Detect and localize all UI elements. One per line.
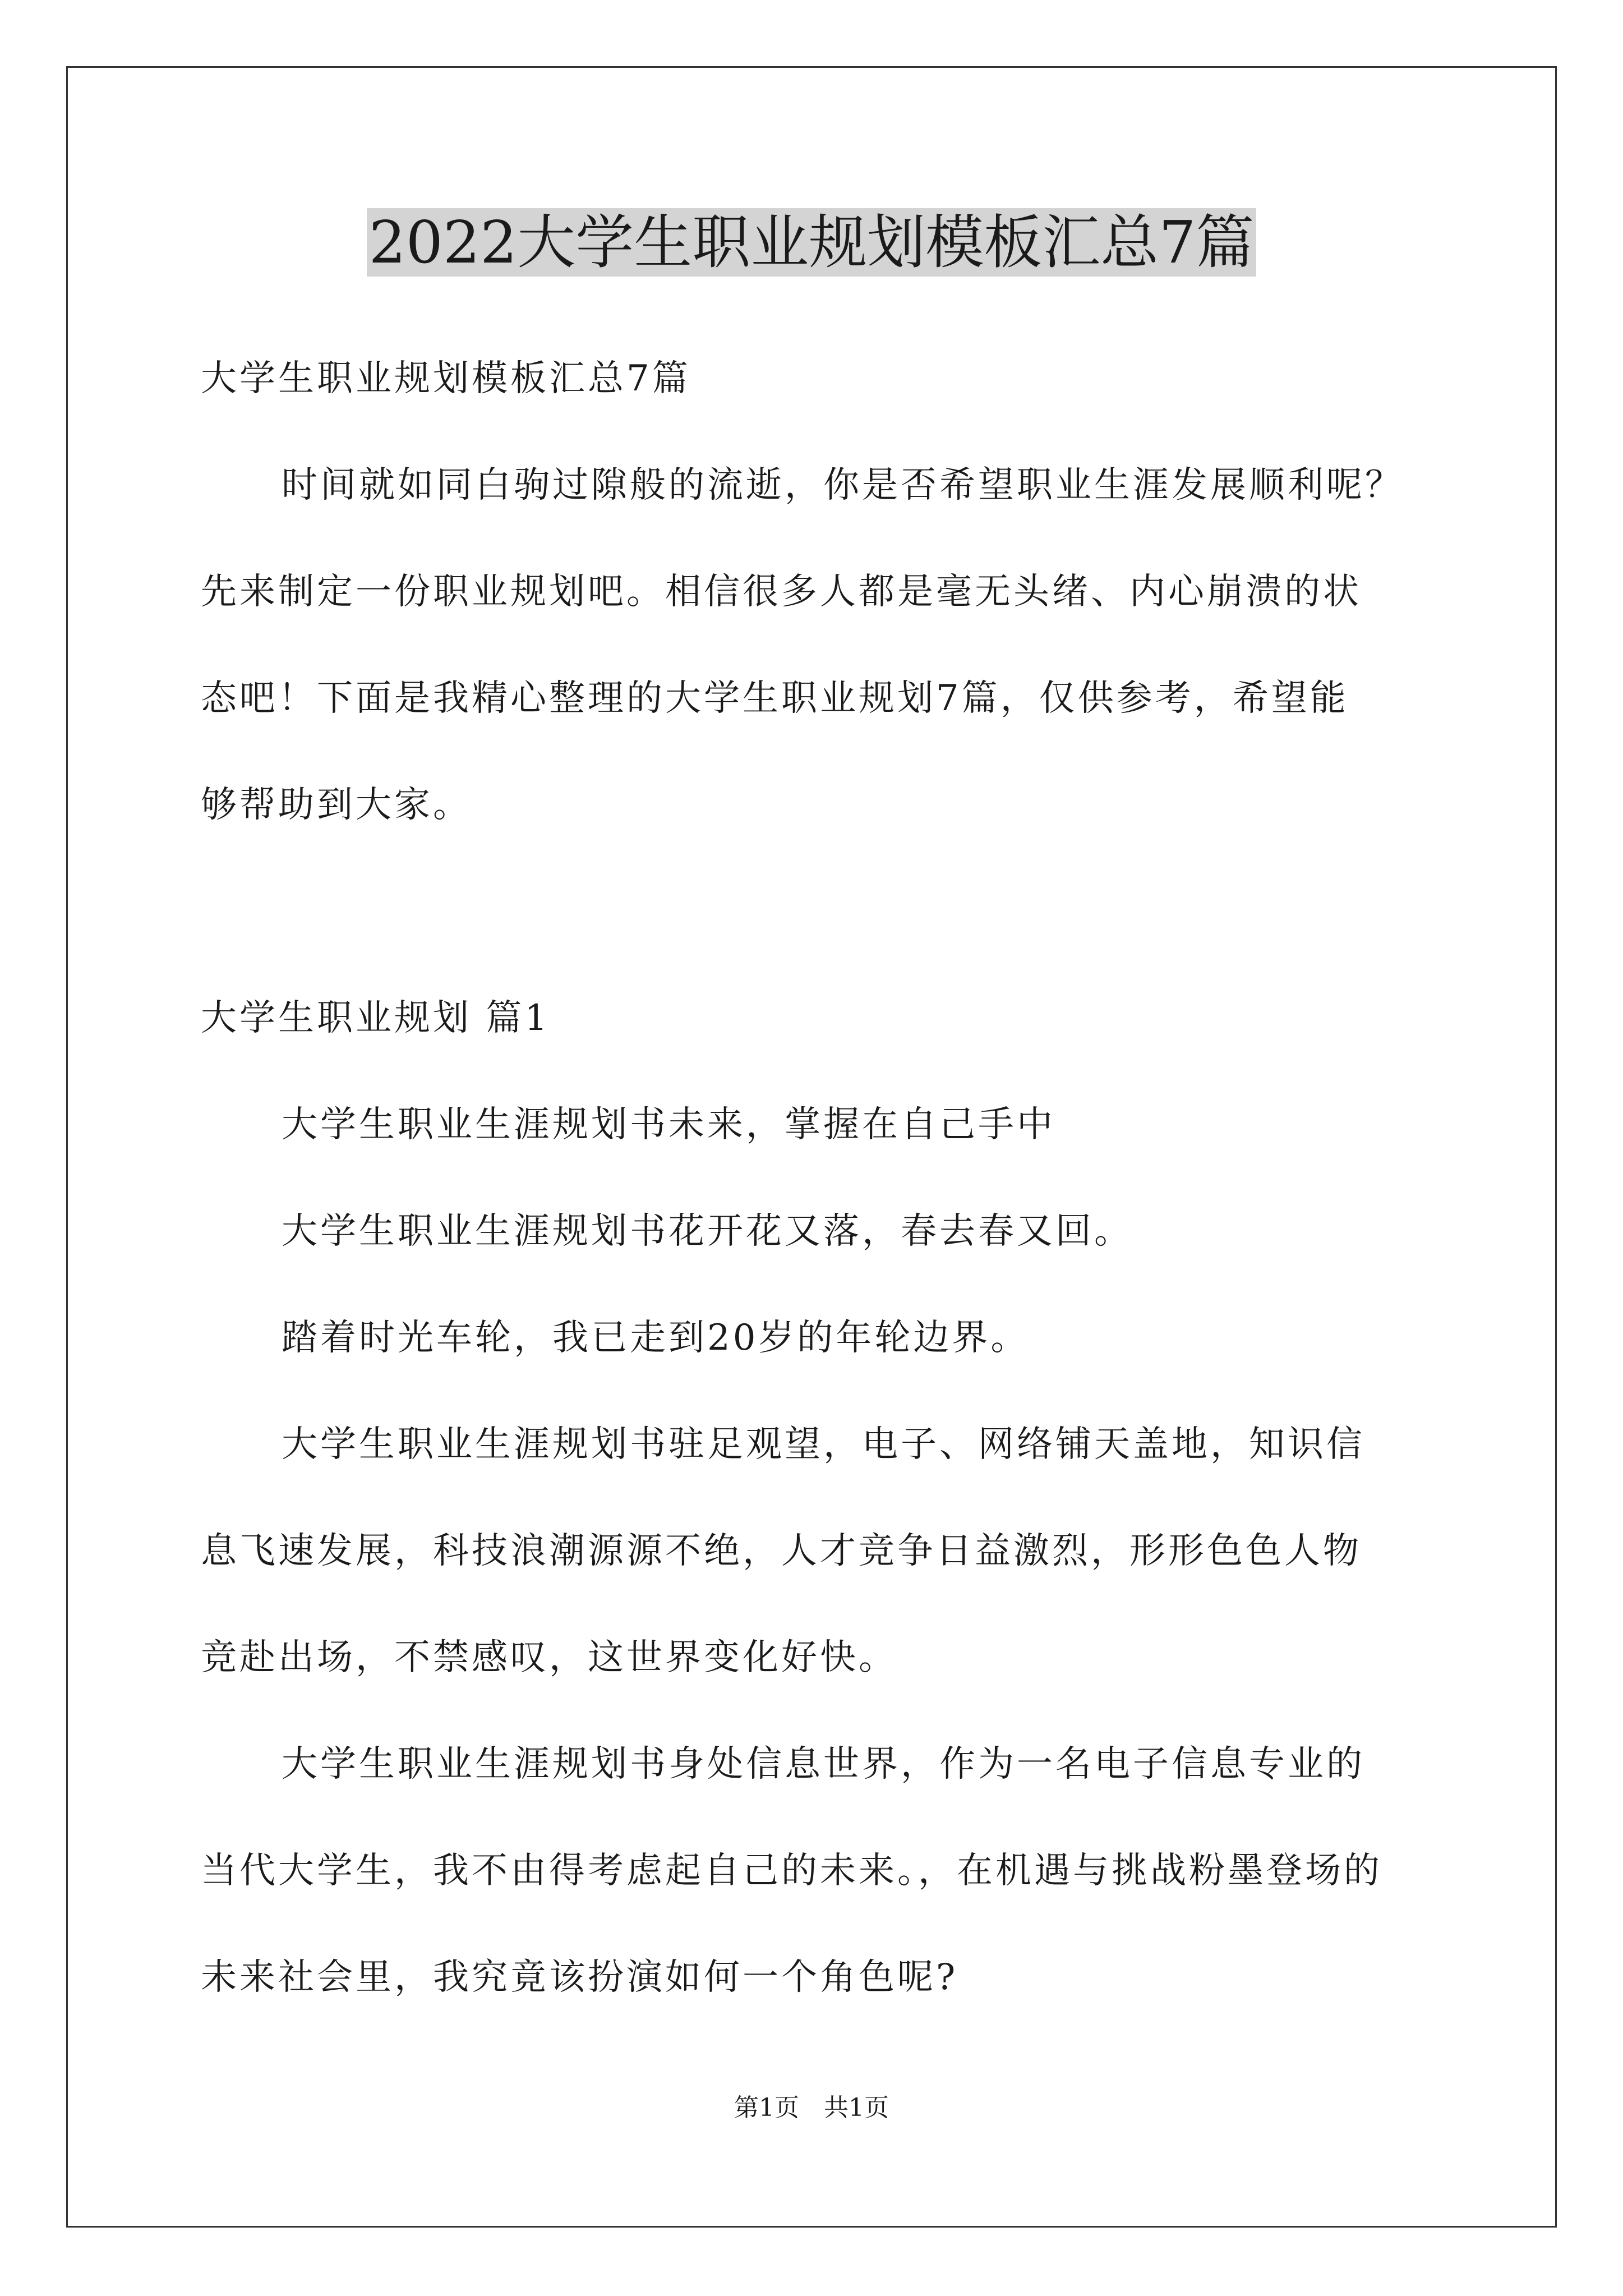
intro-line: 态吧！下面是我精心整理的大学生职业规划7篇，仅供参考，希望能 xyxy=(201,678,1349,719)
document-title-text: 2022大学生职业规划模板汇总7篇 xyxy=(367,208,1257,277)
body-line: 大学生职业生涯规划书未来，掌握在自己手中 xyxy=(282,1104,1055,1145)
body-line: 大学生职业生涯规划书驻足观望，电子、网络铺天盖地，知识信 xyxy=(282,1424,1365,1465)
body-line: 当代大学生，我不由得考虑起自己的未来。，在机遇与挑战粉墨登场的 xyxy=(201,1850,1382,1892)
intro-line: 先来制定一份职业规划吧。相信很多人都是毫无头绪、内心崩溃的状 xyxy=(201,571,1362,613)
intro-line: 时间就如同白驹过隙般的流逝，你是否希望职业生涯发展顺利呢？ xyxy=(282,464,1404,506)
body-line: 大学生职业生涯规划书身处信息世界，作为一名电子信息专业的 xyxy=(282,1743,1365,1785)
section-heading: 大学生职业规划 篇1 xyxy=(201,997,551,1039)
body-line: 竞赴出场，不禁感叹，这世界变化好快。 xyxy=(201,1637,897,1678)
body-line: 大学生职业生涯规划书花开花又落，春去春又回。 xyxy=(282,1211,1133,1252)
body-line: 未来社会里，我究竟该扮演如何一个角色呢? xyxy=(201,1957,958,1998)
page-footer: 第1页 共1页 xyxy=(734,2093,889,2122)
document-subtitle: 大学生职业规划模板汇总7篇 xyxy=(201,358,691,399)
intro-line: 够帮助到大家。 xyxy=(201,784,472,826)
body-line: 踏着时光车轮，我已走到20岁的年轮边界。 xyxy=(282,1317,1030,1359)
document-title xyxy=(0,203,1623,282)
body-line: 息飞速发展，科技浪潮源源不绝，人才竞争日益激烈，形形色色人物 xyxy=(201,1530,1362,1572)
